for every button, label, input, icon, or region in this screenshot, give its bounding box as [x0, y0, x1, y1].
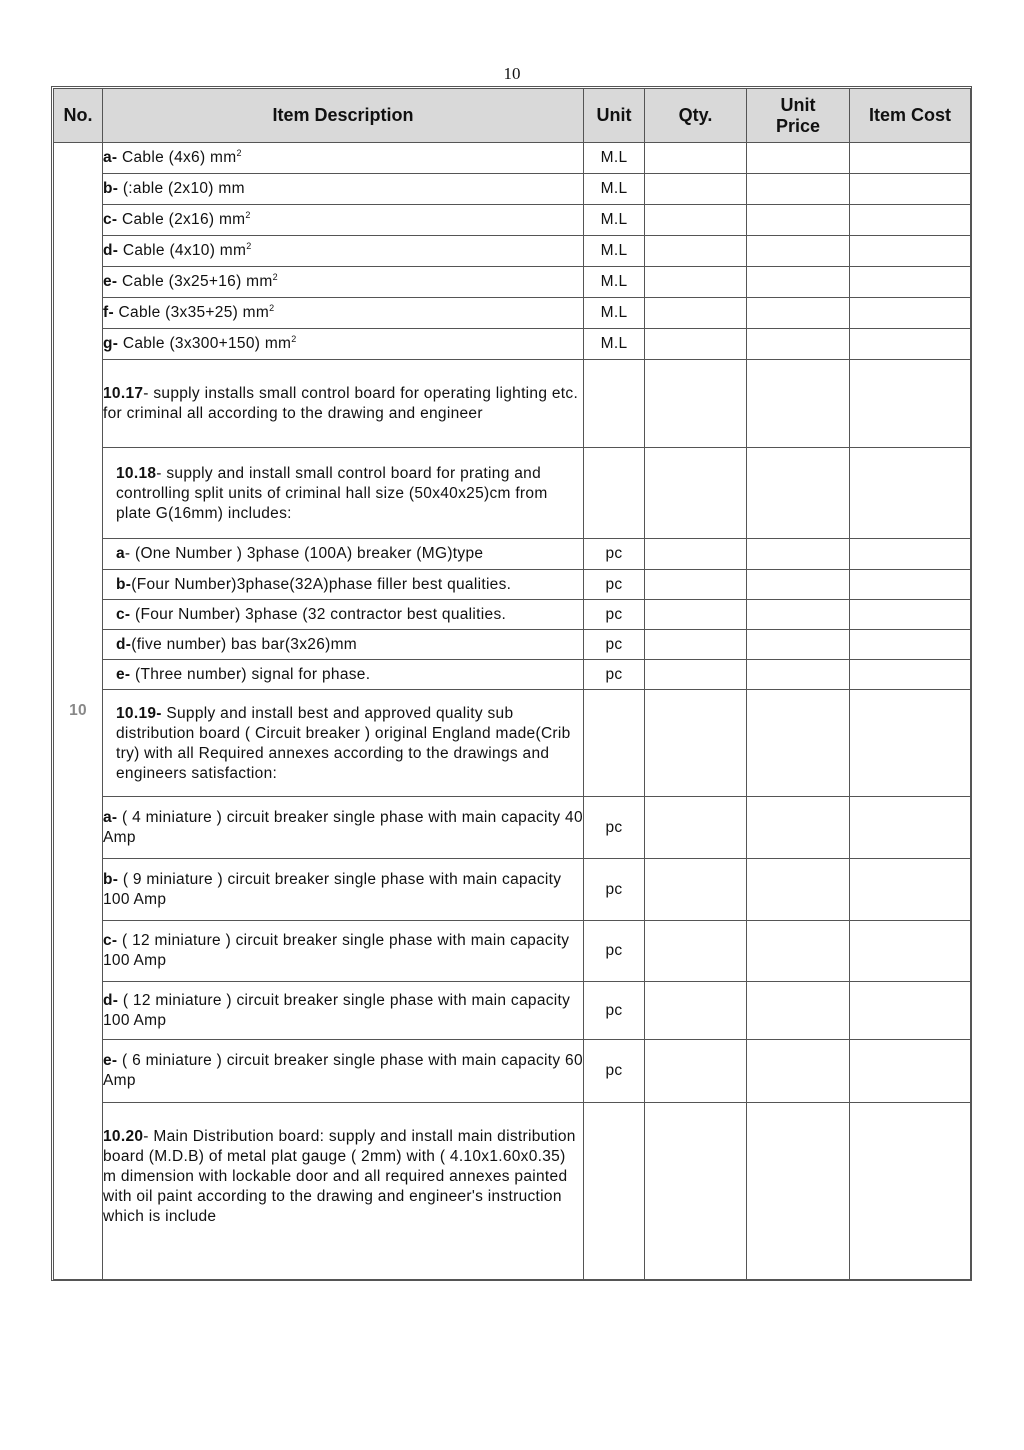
- header-unit-price-line1: Unit: [780, 94, 816, 115]
- item-cost-cell: [850, 690, 971, 797]
- item-cost-cell: [850, 205, 971, 236]
- item-cost-cell: [850, 570, 971, 600]
- qty-cell: [645, 1103, 747, 1280]
- table-row: [54, 630, 971, 660]
- item-text: - Main Distribution board: supply and install main distribution board (M.D.B) of metal plat gauge ( 2mm) with ( 4.10x1.60x0.35) m dimension with lockable door and all required annexes painted with oil paint according to the drawing and engineer's instruction which is include: [103, 1128, 576, 1225]
- unit-price-cell: [747, 797, 850, 859]
- description-cell: [103, 600, 584, 630]
- item-cost-cell: [850, 859, 971, 921]
- item-superscript: 2: [245, 209, 251, 220]
- table-row: [54, 329, 971, 360]
- item-label: a: [116, 545, 125, 562]
- unit-price-cell: [747, 1103, 850, 1280]
- item-label: g-: [103, 335, 119, 352]
- table-row: [54, 539, 971, 570]
- unit-price-cell: [747, 982, 850, 1040]
- table-row: [54, 797, 971, 859]
- description-cell: [103, 539, 584, 570]
- qty-cell: [645, 570, 747, 600]
- item-cost-cell: [850, 1103, 971, 1280]
- unit-price-cell: [747, 1040, 850, 1103]
- unit-cell: pc: [584, 982, 645, 1040]
- description-cell: [103, 859, 584, 921]
- header-unit: Unit: [584, 89, 645, 143]
- qty-cell: [645, 360, 747, 448]
- qty-cell: [645, 1040, 747, 1103]
- unit-price-cell: [747, 600, 850, 630]
- unit-price-cell: [747, 360, 850, 448]
- item-cost-cell: [850, 660, 971, 690]
- item-cost-cell: [850, 797, 971, 859]
- item-superscript: 2: [291, 333, 297, 344]
- table-row: [54, 660, 971, 690]
- table-row: [54, 143, 971, 174]
- table-row: [54, 298, 971, 329]
- item-label: e-: [103, 273, 118, 290]
- item-label: d-: [116, 635, 132, 653]
- unit-price-cell: [747, 660, 850, 690]
- unit-cell: pc: [584, 921, 645, 982]
- item-text: Cable (3x25+16) mm: [117, 273, 273, 290]
- header-qty: Qty.: [645, 89, 747, 143]
- qty-cell: [645, 797, 747, 859]
- qty-cell: [645, 448, 747, 539]
- description-cell: [103, 329, 584, 360]
- unit-cell: M.L: [584, 298, 645, 329]
- table-row: [54, 921, 971, 982]
- item-cost-cell: [850, 174, 971, 205]
- qty-cell: [645, 600, 747, 630]
- item-text: Cable (3x35+25) mm: [113, 304, 270, 321]
- item-label: c-: [116, 605, 131, 623]
- item-label: d-: [103, 991, 119, 1009]
- item-label: f-: [103, 304, 114, 321]
- item-text: (:able (2x10) mm: [118, 180, 245, 197]
- item-cost-cell: [850, 143, 971, 174]
- item-label: b-: [103, 870, 119, 888]
- item-cost-cell: [850, 360, 971, 448]
- unit-cell: pc: [584, 630, 645, 660]
- unit-price-cell: [747, 539, 850, 570]
- unit-cell: M.L: [584, 236, 645, 267]
- item-superscript: 2: [236, 147, 242, 158]
- item-text: (Three number) signal for phase.: [130, 665, 371, 683]
- unit-price-cell: [747, 236, 850, 267]
- item-text: ( 6 miniature ) circuit breaker single phase with main capacity 60 Amp: [103, 1052, 583, 1089]
- description-cell: [103, 797, 584, 859]
- description-cell: [103, 660, 584, 690]
- table-row: [54, 174, 971, 205]
- item-superscript: 2: [272, 271, 278, 282]
- item-text: Cable (4x6) mm: [117, 149, 237, 166]
- item-cost-cell: [850, 448, 971, 539]
- table-row: [54, 570, 971, 600]
- item-cost-cell: [850, 600, 971, 630]
- item-label: d-: [103, 242, 119, 259]
- description-cell: [103, 448, 584, 539]
- item-label: 10.17: [103, 384, 144, 402]
- unit-cell: M.L: [584, 174, 645, 205]
- description-cell: [103, 143, 584, 174]
- unit-cell: pc: [584, 660, 645, 690]
- unit-cell: M.L: [584, 143, 645, 174]
- qty-cell: [645, 174, 747, 205]
- item-cost-cell: [850, 1040, 971, 1103]
- item-label: c-: [103, 932, 118, 949]
- header-unit-price: [747, 89, 850, 143]
- unit-cell: [584, 1103, 645, 1280]
- item-cost-cell: [850, 982, 971, 1040]
- qty-cell: [645, 205, 747, 236]
- item-cost-cell: [850, 329, 971, 360]
- item-cost-cell: [850, 539, 971, 570]
- table-row: [54, 267, 971, 298]
- table-row: [54, 859, 971, 921]
- unit-price-cell: [747, 267, 850, 298]
- qty-cell: [645, 143, 747, 174]
- unit-cell: pc: [584, 859, 645, 921]
- description-cell: [103, 298, 584, 329]
- unit-cell: pc: [584, 1040, 645, 1103]
- description-cell: [103, 205, 584, 236]
- unit-price-cell: [747, 174, 850, 205]
- table-row: [54, 360, 971, 448]
- bill-of-quantities-table: [53, 88, 971, 1280]
- unit-price-cell: [747, 329, 850, 360]
- item-text: Supply and install best and approved quality sub distribution board ( Circuit breaker ) original England made(Crib try) with all Required annexes according to the drawings and engineers satisfaction:: [116, 705, 571, 782]
- item-label: 10.19-: [116, 705, 162, 722]
- item-cost-cell: [850, 236, 971, 267]
- qty-cell: [645, 298, 747, 329]
- unit-price-cell: [747, 448, 850, 539]
- qty-cell: [645, 236, 747, 267]
- item-label: 10.20: [103, 1128, 144, 1145]
- qty-cell: [645, 690, 747, 797]
- unit-cell: M.L: [584, 329, 645, 360]
- item-text: Cable (4x10) mm: [118, 242, 247, 259]
- item-label: a-: [103, 149, 118, 166]
- item-superscript: 2: [269, 302, 275, 313]
- unit-cell: pc: [584, 797, 645, 859]
- item-text: Cable (3x300+150) mm: [118, 335, 292, 352]
- header-no: No.: [54, 89, 103, 143]
- header-item-cost: Item Cost: [850, 89, 971, 143]
- item-cost-cell: [850, 921, 971, 982]
- item-text: - supply installs small control board for operating lighting etc. for criminal all according to the drawing and engineer: [103, 384, 579, 422]
- table-row: [54, 1040, 971, 1103]
- unit-price-cell: [747, 859, 850, 921]
- item-cost-cell: [850, 267, 971, 298]
- unit-cell: [584, 448, 645, 539]
- qty-cell: [645, 267, 747, 298]
- item-label: b-: [103, 180, 119, 197]
- description-cell: [103, 630, 584, 660]
- description-cell: [103, 360, 584, 448]
- table-row: [54, 690, 971, 797]
- description-cell: [103, 570, 584, 600]
- qty-cell: [645, 660, 747, 690]
- description-cell: [103, 174, 584, 205]
- unit-price-cell: [747, 630, 850, 660]
- header-unit-price-line2: Price: [775, 115, 821, 136]
- qty-cell: [645, 630, 747, 660]
- unit-price-cell: [747, 570, 850, 600]
- section-number-cell: 10: [54, 143, 103, 1280]
- table-row: [54, 600, 971, 630]
- qty-cell: [645, 539, 747, 570]
- description-cell: [103, 921, 584, 982]
- unit-price-cell: [747, 205, 850, 236]
- unit-cell: M.L: [584, 205, 645, 236]
- qty-cell: [645, 329, 747, 360]
- qty-cell: [645, 859, 747, 921]
- description-cell: [103, 690, 584, 797]
- unit-cell: [584, 360, 645, 448]
- table-row: [54, 236, 971, 267]
- item-label: 10.18: [116, 465, 157, 482]
- item-label: e-: [116, 665, 131, 683]
- item-text: (five number) bas bar(3x26)mm: [131, 635, 358, 653]
- table-row: [54, 982, 971, 1040]
- item-text: ( 4 miniature ) circuit breaker single phase with main capacity 40 Amp: [103, 808, 583, 846]
- qty-cell: [645, 982, 747, 1040]
- item-label: b-: [116, 575, 132, 593]
- item-label: e-: [103, 1052, 118, 1069]
- description-cell: [103, 1040, 584, 1103]
- qty-cell: [645, 921, 747, 982]
- item-superscript: 2: [246, 240, 252, 251]
- unit-cell: pc: [584, 600, 645, 630]
- unit-price-cell: [747, 143, 850, 174]
- item-text: (Four Number)3phase(32A)phase filler best qualities.: [131, 575, 512, 593]
- description-cell: [103, 267, 584, 298]
- description-cell: [103, 982, 584, 1040]
- unit-cell: pc: [584, 570, 645, 600]
- unit-cell: M.L: [584, 267, 645, 298]
- unit-price-cell: [747, 921, 850, 982]
- table-row: [54, 205, 971, 236]
- description-cell: [103, 1103, 584, 1280]
- item-text: - (One Number ) 3phase (100A) breaker (MG)type: [124, 545, 484, 562]
- unit-price-cell: [747, 690, 850, 797]
- unit-price-cell: [747, 298, 850, 329]
- item-cost-cell: [850, 298, 971, 329]
- item-text: (Four Number) 3phase (32 contractor best qualities.: [130, 605, 507, 623]
- item-text: Cable (2x16) mm: [117, 211, 246, 228]
- item-label: c-: [103, 211, 118, 228]
- item-text: - supply and install small control board for prating and controlling split units of criminal hall size (50x40x25)cm from plate G(16mm) includes:: [116, 465, 548, 522]
- item-cost-cell: [850, 630, 971, 660]
- item-text: ( 12 miniature ) circuit breaker single phase with main capacity 100 Amp: [103, 932, 570, 969]
- description-cell: [103, 236, 584, 267]
- item-label: a-: [103, 808, 118, 826]
- header-item-description: Item Description: [103, 89, 584, 143]
- table-row: [54, 1103, 971, 1280]
- page-number: 10: [503, 64, 521, 83]
- item-text: ( 12 miniature ) circuit breaker single phase with main capacity 100 Amp: [103, 991, 571, 1029]
- unit-cell: pc: [584, 539, 645, 570]
- table-row: [54, 448, 971, 539]
- item-text: ( 9 miniature ) circuit breaker single phase with main capacity 100 Amp: [103, 870, 562, 908]
- table-header-row: [54, 89, 971, 143]
- unit-cell: [584, 690, 645, 797]
